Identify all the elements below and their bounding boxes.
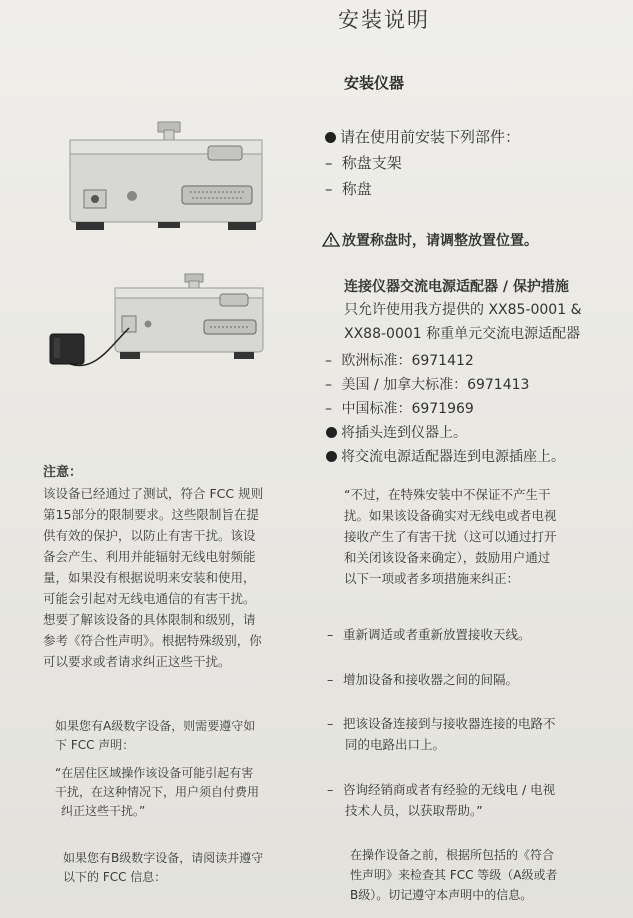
fcc-measure-text: 咨询经销商或者有经验的无线电 / 电视: [342, 782, 556, 797]
fcc-closing-line: B级）。切记遵守本声明中的信息。: [350, 888, 533, 902]
standard-value: 6971412: [411, 353, 474, 369]
standard-item: – 美国 / 加拿大标准：6971413: [325, 377, 530, 393]
notice-line: 该设备已经通过了测试，符合 FCC 规则: [43, 486, 264, 501]
warning-text: 放置称盘时，请调整放置位置。: [342, 233, 538, 249]
fcc-closing-line: 性声明》来检查其 FCC 等级（A级或者: [350, 868, 558, 882]
install-item-label: 称盘: [341, 180, 372, 198]
class-a-quote-line: “在居住区域操作该设备可能引起有害: [55, 766, 254, 780]
adapter-step-text: 将交流电源适配器连到电源插座上。: [341, 449, 565, 465]
fcc-intro: [344, 484, 557, 589]
bullet-icon: [325, 132, 336, 143]
install-warning: [322, 230, 538, 250]
fcc-intro-line: 以下一项或者多项措施来纠正：: [344, 571, 520, 586]
fcc-closing: [350, 845, 558, 905]
scale-adapter-illustration: [40, 272, 280, 384]
fcc-intro-line: 和关闭该设备来确定），鼓励用户通过: [344, 550, 551, 565]
fcc-measure-text: 技术人员，以获取帮助。”: [345, 803, 483, 818]
notice-line: 供有效的保护，以防止有害干扰。该设: [43, 528, 256, 543]
standard-label: 欧洲标准：: [341, 353, 412, 369]
class-a-quote-line: 纠正这些干扰。”: [61, 804, 146, 818]
adapter-step: [326, 446, 565, 466]
fcc-measure-text: 重新调适或者重新放置接收天线。: [342, 627, 531, 642]
class-b-statement: [63, 849, 323, 887]
install-intro: [325, 126, 520, 147]
notice-line: 想要了解该设备的具体限制和级别，请: [43, 612, 256, 627]
fcc-measure: – 增加设备和接收器之间的间隔。: [327, 672, 518, 687]
fcc-measure-text: 增加设备和接收器之间的间隔。: [342, 672, 518, 687]
fcc-closing-line: 在操作设备之前，根据所包括的《符合: [350, 848, 555, 862]
standard-label: 美国 / 加拿大标准：: [341, 377, 468, 393]
standard-item: – 中国标准：6971969: [325, 401, 474, 417]
install-intro-text: 请在使用前安装下列部件：: [340, 128, 521, 146]
standard-item: – 欧洲标准：6971412: [325, 353, 474, 369]
notice-heading: 注意：: [43, 465, 83, 480]
class-a-line: 下 FCC 声明：: [55, 738, 135, 752]
fcc-notice: [43, 462, 313, 672]
adapter-step: [326, 422, 467, 442]
class-a-quote-line: 干扰，在这种情况下，用户须自付费用: [55, 785, 260, 799]
install-item-label: 称盘支架: [341, 154, 402, 172]
fcc-measure: – 重新调适或者重新放置接收天线。: [327, 627, 531, 642]
class-a-line: 如果您有A级数字设备，则需要遵守如: [55, 719, 256, 733]
standard-label: 中国标准：: [341, 401, 412, 417]
standard-value: 6971969: [411, 401, 474, 417]
adapter-heading: 连接仪器交流电源适配器 / 保护措施: [344, 279, 569, 295]
class-b-line: 以下的 FCC 信息：: [63, 870, 167, 884]
bullet-icon: [326, 451, 337, 462]
bullet-icon: [326, 427, 337, 438]
class-b-line: 如果您有B级数字设备，请阅读并遵守: [63, 851, 264, 865]
warning-icon: [322, 232, 340, 247]
notice-line: 可以要求或者请求纠正这些干扰。: [43, 654, 231, 669]
fcc-intro-line: 扰。如果该设备确实对无线电或者电视: [344, 508, 557, 523]
install-heading: 安装仪器: [344, 74, 405, 92]
fcc-measure: – 把该设备连接到与接收器连接的电路不 同的电路出口上。: [327, 713, 556, 755]
install-item: – 称盘: [325, 180, 372, 198]
adapter-text: XX88-0001 称重单元交流电源适配器: [344, 326, 581, 342]
fcc-measure-text: 把该设备连接到与接收器连接的电路不: [342, 716, 556, 731]
notice-line: 量，如果没有根据说明来安装和使用，: [43, 570, 256, 585]
install-item: – 称盘支架: [325, 154, 402, 172]
fcc-measure: – 咨询经销商或者有经验的无线电 / 电视 技术人员，以获取帮助。”: [327, 779, 555, 821]
standard-value: 6971413: [467, 377, 530, 393]
fcc-intro-line: 接收产生了有害干扰（这可以通过打开: [344, 529, 557, 544]
class-a-quote: [55, 764, 315, 821]
scale-rear-illustration: [58, 118, 268, 236]
notice-line: 第15部分的限制要求。这些限制旨在提: [43, 507, 259, 522]
notice-line: 备会产生、利用并能辐射无线电射频能: [43, 549, 256, 564]
fcc-intro-line: “不过，在特殊安装中不保证不产生干: [344, 487, 551, 502]
adapter-text: 只允许使用我方提供的 XX85-0001 &: [344, 302, 582, 318]
notice-line: 可能会引起对无线电通信的有害干扰。: [43, 591, 256, 606]
class-a-statement: [55, 717, 315, 755]
adapter-step-text: 将插头连到仪器上。: [341, 425, 467, 441]
notice-line: 参考《符合性声明》。根据特殊级别，你: [43, 633, 262, 648]
fcc-measure-text: 同的电路出口上。: [345, 737, 446, 752]
page-title: 安装说明: [338, 8, 430, 32]
